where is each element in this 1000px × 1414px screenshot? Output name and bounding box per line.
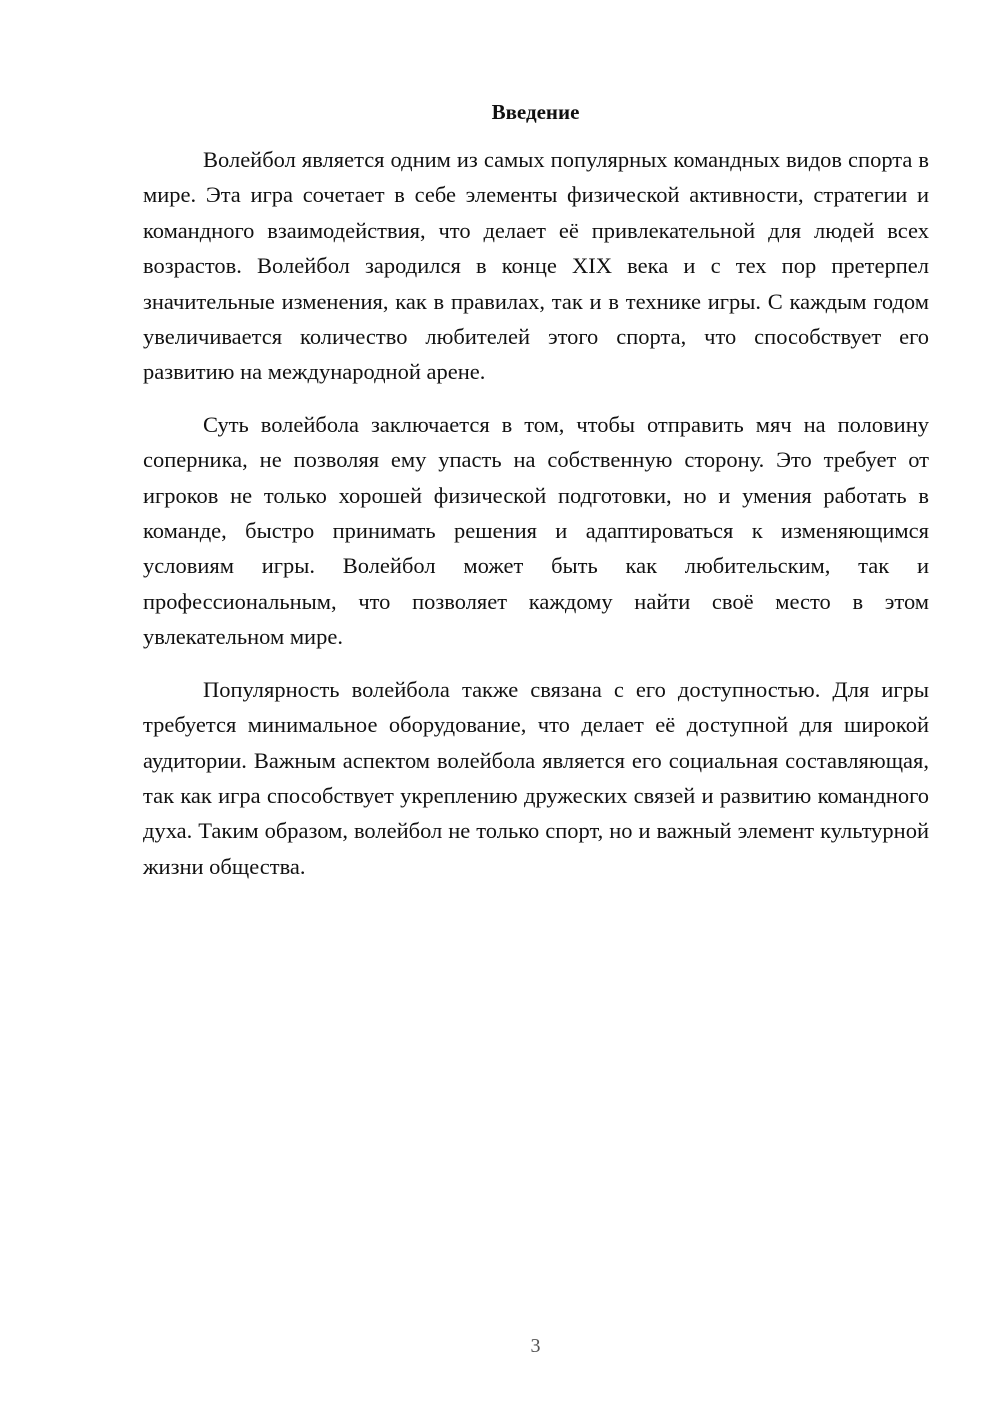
body-text: [143, 142, 929, 901]
section-title: Введение: [491, 100, 580, 124]
paragraph-2: Суть волейбола заключается в том, чтобы отправить мяч на половину соперника, не позволяя ему упасть на собственную сторону. Это требует от игроков не только хорошей физической подготовки, но и умения работать в команде, быстро принимать решения и адаптироваться к изменяющимся условиям игры. Волейбол может быть как любительским, так и профессиональным, что позволяет каждому найти своё место в этом увлекательном мире.: [143, 411, 929, 650]
page-number: 3: [530, 1335, 541, 1357]
paragraph-3: Популярность волейбола также связана с его доступностью. Для игры требуется минимальное оборудование, что делает её доступной для широкой аудитории. Важным аспектом волейбола является его социальная составляющая, так как игра способствует укреплению дружеских связей и развитию командного духа. Таким образом, волейбол не только спорт, но и важный элемент культурной жизни общества.: [143, 676, 929, 879]
paragraph-1: Волейбол является одним из самых популярных командных видов спорта в мире. Эта игра сочетает в себе элементы физической активности, стратегии и командного взаимодействия, что делает её привлекательной для людей всех возрастов. Волейбол зародился в конце XIX века и с тех пор претерпел значительные изменения, как в правилах, так и в технике игры. С каждым годом увеличивается количество любителей этого спорта, что способствует его развитию на международной арене.: [143, 147, 929, 385]
